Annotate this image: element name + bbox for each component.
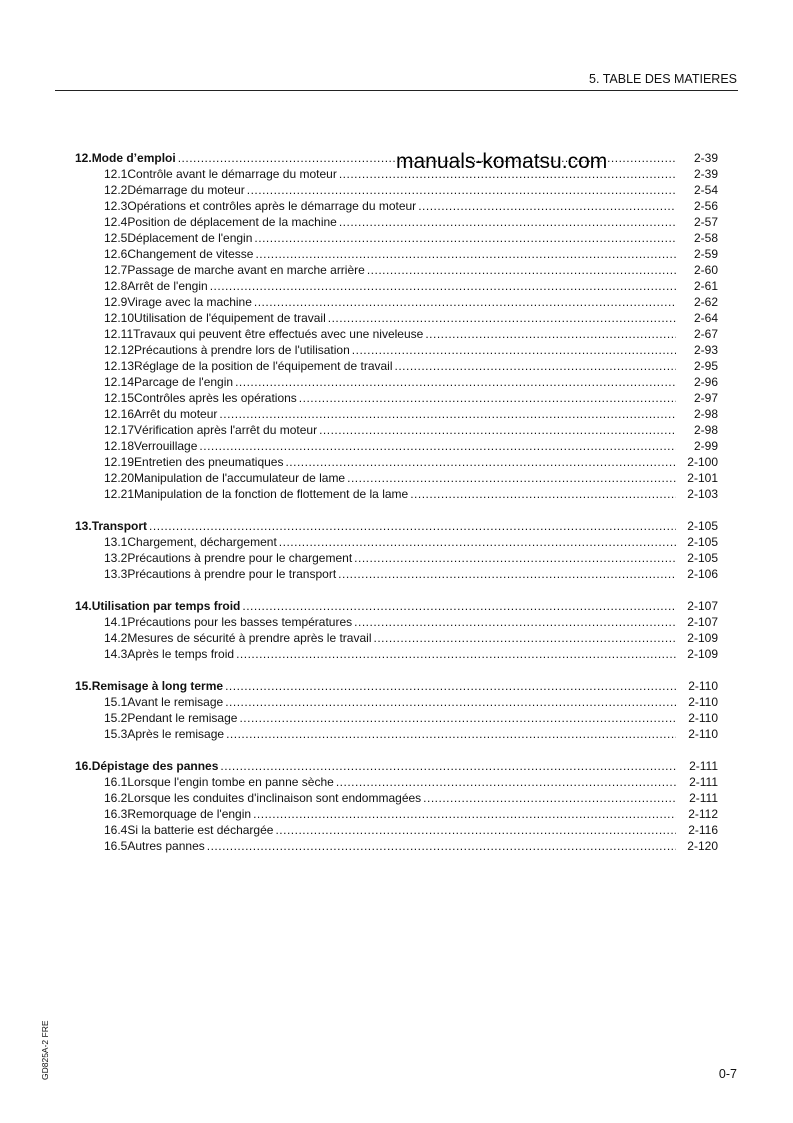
- dot-leader: [199, 438, 676, 454]
- toc-entry[interactable]: [75, 310, 718, 326]
- entry-number: 12.7: [104, 263, 128, 277]
- entry-page: 2-110: [688, 711, 718, 725]
- toc-entry[interactable]: [75, 646, 718, 662]
- entry-number: 14.1: [104, 615, 128, 629]
- toc-entry[interactable]: [75, 694, 718, 710]
- section-title: Dépistage des pannes: [91, 759, 219, 773]
- section-title: Remisage à long terme: [91, 679, 224, 693]
- entry-page: 2-110: [688, 727, 718, 741]
- entry-number: 12.21: [104, 487, 135, 501]
- entry-page: 2-103: [687, 487, 718, 501]
- toc-section-heading[interactable]: [75, 678, 718, 694]
- section-number: 15.: [75, 679, 92, 693]
- entry-page: 2-110: [688, 695, 718, 709]
- entry-page: 2-98: [693, 423, 718, 437]
- dot-leader: [373, 630, 676, 646]
- entry-page: 2-105: [687, 551, 718, 565]
- dot-leader: [279, 534, 676, 550]
- entry-number: 12.11: [104, 327, 134, 341]
- dot-leader: [275, 822, 676, 838]
- toc-entry[interactable]: [75, 214, 718, 230]
- toc-entry[interactable]: [75, 182, 718, 198]
- entry-page: 2-105: [687, 535, 718, 549]
- entry-number: 15.1: [104, 695, 128, 709]
- entry-number: 12.8: [104, 279, 128, 293]
- dot-leader: [225, 678, 676, 694]
- entry-title: Réglage de la position de l'équipement de travail: [134, 359, 393, 373]
- entry-page: 2-61: [693, 279, 718, 293]
- entry-title: Mesures de sécurité à prendre après le travail: [127, 631, 372, 645]
- toc-entry[interactable]: [75, 230, 718, 246]
- section-title: Mode d’emploi: [91, 151, 176, 165]
- section-page: 2-39: [693, 151, 718, 165]
- entry-title: Lorsque les conduites d'inclinaison sont endommagées: [127, 791, 422, 805]
- section-number: 12.: [75, 151, 92, 165]
- dot-leader: [285, 454, 676, 470]
- entry-page: 2-62: [693, 295, 718, 309]
- toc-section: [75, 150, 718, 502]
- section-number: 16.: [75, 759, 92, 773]
- section-title: Transport: [91, 519, 148, 533]
- entry-number: 14.2: [104, 631, 128, 645]
- entry-page: 2-58: [693, 231, 718, 245]
- dot-leader: [236, 646, 676, 662]
- entry-number: 15.2: [104, 711, 128, 725]
- entry-title: Utilisation de l'équipement de travail: [134, 311, 326, 325]
- entry-number: 14.3: [104, 647, 128, 661]
- entry-title: Passage de marche avant en marche arrière: [127, 263, 365, 277]
- entry-title: Manipulation de l'accumulateur de lame: [134, 471, 346, 485]
- entry-number: 12.18: [104, 439, 135, 453]
- entry-number: 12.2: [104, 183, 128, 197]
- header-rule: [55, 90, 738, 91]
- dot-leader: [395, 358, 677, 374]
- dot-leader: [418, 198, 676, 214]
- dot-leader: [425, 326, 676, 342]
- toc-entry[interactable]: [75, 246, 718, 262]
- dot-leader: [239, 710, 676, 726]
- entry-page: 2-112: [688, 807, 718, 821]
- entry-title: Remorquage de l'engin: [127, 807, 252, 821]
- dot-leader: [253, 806, 676, 822]
- toc-entry[interactable]: [75, 550, 718, 566]
- toc-entry[interactable]: [75, 470, 718, 486]
- dot-leader: [354, 550, 676, 566]
- entry-page: 2-106: [687, 567, 718, 581]
- dot-leader: [352, 342, 676, 358]
- entry-title: Vérification après l'arrêt du moteur: [134, 423, 318, 437]
- entry-title: Verrouillage: [134, 439, 198, 453]
- entry-title: Déplacement de l'engin: [127, 231, 253, 245]
- entry-page: 2-100: [687, 455, 718, 469]
- toc-entry[interactable]: [75, 454, 718, 470]
- entry-title: Précautions à prendre pour le transport: [127, 567, 337, 581]
- entry-title: Opérations et contrôles après le démarrage du moteur: [127, 199, 417, 213]
- toc-entry[interactable]: [75, 566, 718, 582]
- entry-title: Précautions à prendre pour le chargement: [127, 551, 353, 565]
- toc-entry[interactable]: [75, 278, 718, 294]
- toc-entry[interactable]: [75, 630, 718, 646]
- toc-entry[interactable]: [75, 326, 718, 342]
- entry-title: Travaux qui peuvent être effectués avec une niveleuse: [133, 327, 424, 341]
- entry-number: 15.3: [104, 727, 128, 741]
- watermark: manuals-komatsu.com: [396, 150, 608, 173]
- page-number: 0-7: [718, 1067, 737, 1081]
- entry-number: 12.13: [104, 359, 135, 373]
- table-of-contents: [75, 150, 718, 870]
- toc-entry[interactable]: [75, 342, 718, 358]
- entry-title: Démarrage du moteur: [127, 183, 245, 197]
- entry-page: 2-39: [693, 167, 718, 181]
- entry-title: Virage avec la machine: [127, 295, 252, 309]
- dot-leader: [354, 614, 676, 630]
- section-number: 14.: [75, 599, 92, 613]
- entry-title: Après le temps froid: [127, 647, 235, 661]
- dot-leader: [423, 790, 676, 806]
- entry-title: Arrêt de l'engin: [127, 279, 208, 293]
- toc-entry[interactable]: [75, 806, 718, 822]
- entry-page: 2-99: [693, 439, 718, 453]
- toc-section-heading[interactable]: [75, 518, 718, 534]
- entry-number: 12.17: [104, 423, 135, 437]
- dot-leader: [207, 838, 676, 854]
- toc-entry[interactable]: [75, 358, 718, 374]
- entry-number: 12.9: [104, 295, 128, 309]
- entry-title: Lorsque l'engin tombe en panne sèche: [127, 775, 334, 789]
- dot-leader: [210, 278, 676, 294]
- entry-number: 12.16: [104, 407, 135, 421]
- entry-page: 2-59: [693, 247, 718, 261]
- dot-leader: [338, 566, 676, 582]
- entry-page: 2-67: [693, 327, 718, 341]
- dot-leader: [219, 406, 676, 422]
- toc-section-heading[interactable]: [75, 758, 718, 774]
- dot-leader: [347, 470, 676, 486]
- dot-leader: [226, 726, 676, 742]
- toc-entry[interactable]: [75, 406, 718, 422]
- entry-number: 12.4: [104, 215, 128, 229]
- dot-leader: [254, 230, 676, 246]
- entry-page: 2-109: [687, 647, 718, 661]
- dot-leader: [328, 310, 676, 326]
- entry-page: 2-95: [693, 359, 718, 373]
- entry-title: Chargement, déchargement: [127, 535, 277, 549]
- section-page: 2-107: [687, 599, 718, 613]
- entry-number: 12.19: [104, 455, 135, 469]
- entry-page: 2-101: [687, 471, 718, 485]
- section-title: Utilisation par temps froid: [91, 599, 241, 613]
- toc-entry[interactable]: [75, 614, 718, 630]
- dot-leader: [242, 598, 676, 614]
- entry-page: 2-93: [693, 343, 718, 357]
- dot-leader: [220, 758, 676, 774]
- toc-entry[interactable]: [75, 294, 718, 310]
- entry-number: 12.15: [104, 391, 135, 405]
- toc-entry[interactable]: [75, 262, 718, 278]
- toc-entry[interactable]: [75, 198, 718, 214]
- section-page: 2-111: [689, 759, 718, 773]
- dot-leader: [254, 294, 676, 310]
- toc-entry[interactable]: [75, 390, 718, 406]
- toc-entry[interactable]: [75, 822, 718, 838]
- entry-page: 2-111: [689, 791, 718, 805]
- toc-entry[interactable]: [75, 710, 718, 726]
- dot-leader: [255, 246, 676, 262]
- entry-title: Arrêt du moteur: [134, 407, 218, 421]
- entry-number: 13.2: [104, 551, 128, 565]
- entry-number: 16.2: [104, 791, 128, 805]
- entry-number: 12.3: [104, 199, 128, 213]
- dot-leader: [149, 518, 676, 534]
- entry-page: 2-54: [693, 183, 718, 197]
- entry-title: Manipulation de la fonction de flottement de la lame: [134, 487, 409, 501]
- entry-number: 12.5: [104, 231, 128, 245]
- entry-page: 2-120: [687, 839, 718, 853]
- entry-number: 16.4: [104, 823, 128, 837]
- toc-entry[interactable]: [75, 790, 718, 806]
- dot-leader: [339, 214, 676, 230]
- section-page: 2-110: [688, 679, 718, 693]
- entry-page: 2-60: [693, 263, 718, 277]
- entry-page: 2-111: [689, 775, 718, 789]
- dot-leader: [235, 374, 676, 390]
- entry-number: 12.14: [104, 375, 135, 389]
- entry-page: 2-57: [693, 215, 718, 229]
- entry-page: 2-107: [687, 615, 718, 629]
- entry-title: Entretien des pneumatiques: [134, 455, 284, 469]
- entry-title: Après le remisage: [127, 727, 225, 741]
- document-code: GD825A-2 FRE: [40, 1020, 50, 1080]
- entry-number: 16.3: [104, 807, 128, 821]
- entry-number: 12.12: [104, 343, 135, 357]
- dot-leader: [319, 422, 676, 438]
- entry-page: 2-56: [693, 199, 718, 213]
- page-header-title: 5. TABLE DES MATIERES: [589, 72, 737, 86]
- dot-leader: [225, 694, 676, 710]
- entry-title: Contrôles après les opérations: [134, 391, 297, 405]
- entry-page: 2-109: [687, 631, 718, 645]
- toc-section: [75, 518, 718, 582]
- dot-leader: [410, 486, 676, 502]
- toc-section: [75, 598, 718, 662]
- entry-page: 2-64: [693, 311, 718, 325]
- entry-title: Contrôle avant le démarrage du moteur: [127, 167, 337, 181]
- entry-title: Position de déplacement de la machine: [127, 215, 337, 229]
- entry-title: Avant le remisage: [127, 695, 224, 709]
- entry-number: 12.6: [104, 247, 128, 261]
- toc-entry[interactable]: [75, 374, 718, 390]
- toc-entry[interactable]: [75, 774, 718, 790]
- entry-number: 12.1: [104, 167, 128, 181]
- entry-page: 2-97: [693, 391, 718, 405]
- toc-entry[interactable]: [75, 486, 718, 502]
- entry-title: Si la batterie est déchargée: [127, 823, 274, 837]
- toc-entry[interactable]: [75, 534, 718, 550]
- section-number: 13.: [75, 519, 92, 533]
- dot-leader: [336, 774, 676, 790]
- entry-title: Parcage de l'engin: [134, 375, 234, 389]
- toc-entry[interactable]: [75, 422, 718, 438]
- entry-title: Précautions pour les basses températures: [127, 615, 353, 629]
- toc-entry[interactable]: [75, 726, 718, 742]
- entry-number: 16.1: [104, 775, 128, 789]
- entry-page: 2-116: [688, 823, 718, 837]
- toc-section: [75, 678, 718, 742]
- entry-page: 2-96: [693, 375, 718, 389]
- toc-section-heading[interactable]: [75, 598, 718, 614]
- entry-number: 12.10: [104, 311, 135, 325]
- dot-leader: [299, 390, 676, 406]
- entry-number: 16.5: [104, 839, 128, 853]
- toc-entry[interactable]: [75, 838, 718, 854]
- entry-number: 12.20: [104, 471, 135, 485]
- entry-title: Changement de vitesse: [127, 247, 254, 261]
- entry-number: 13.1: [104, 535, 128, 549]
- entry-title: Autres pannes: [127, 839, 205, 853]
- entry-title: Pendant le remisage: [127, 711, 238, 725]
- dot-leader: [247, 182, 676, 198]
- dot-leader: [367, 262, 676, 278]
- entry-title: Précautions à prendre lors de l'utilisation: [134, 343, 350, 357]
- entry-page: 2-98: [693, 407, 718, 421]
- toc-entry[interactable]: [75, 438, 718, 454]
- section-page: 2-105: [687, 519, 718, 533]
- entry-number: 13.3: [104, 567, 128, 581]
- toc-section: [75, 758, 718, 854]
